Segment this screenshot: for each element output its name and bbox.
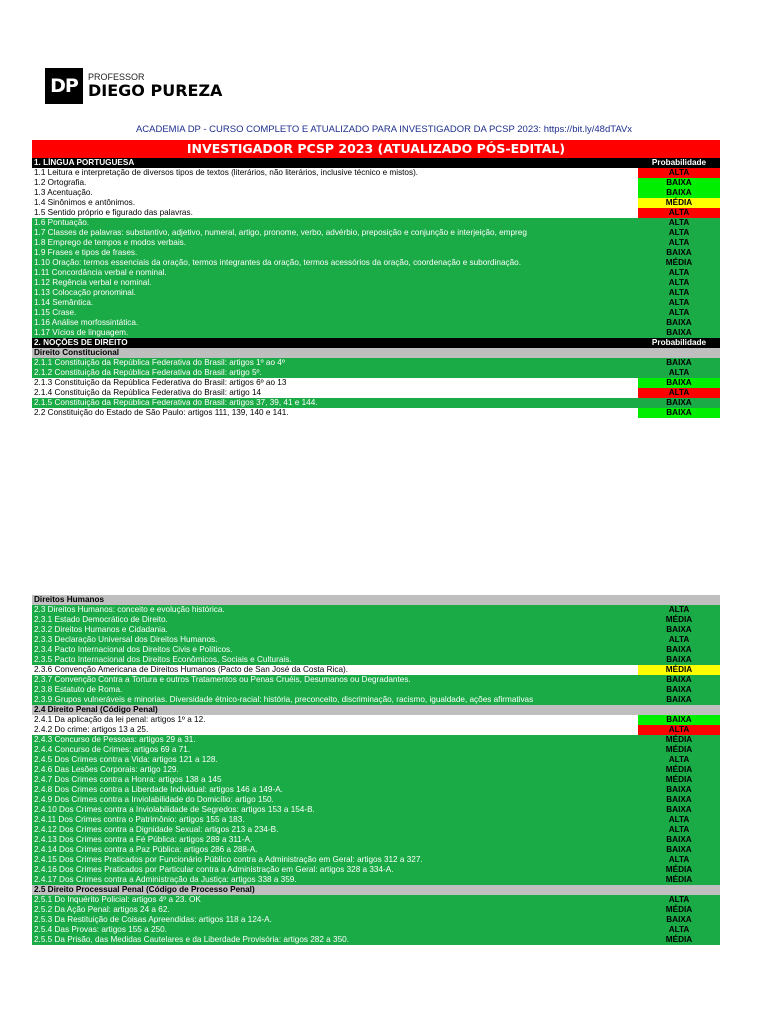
table-row	[32, 785, 720, 795]
table-row	[32, 935, 720, 945]
subsection-row	[32, 595, 720, 605]
table-row	[32, 765, 720, 775]
topic-cell: 2.5.5 Da Prisão, das Medidas Cautelares e da Liberdade Provisória: artigos 282 a 350.	[34, 935, 349, 944]
probability-cell: BAIXA	[666, 785, 692, 794]
topic-cell: 2.5 Direito Processual Penal (Código de Processo Penal)	[34, 885, 255, 894]
topic-cell: 2.4.10 Dos Crimes contra a Inviolabilidade de Segredos: artigos 153 a 154-B.	[34, 805, 315, 814]
topic-cell: 2.4.7 Dos Crimes contra a Honra: artigos 138 a 145	[34, 775, 222, 784]
table-row	[32, 915, 720, 925]
probability-cell: MÉDIA	[665, 765, 693, 774]
topic-cell: 2. NOÇÕES DE DIREITO	[34, 338, 128, 347]
table-row	[32, 645, 720, 655]
probability-cell: BAIXA	[666, 625, 692, 634]
topic-cell: 2.4.16 Dos Crimes Praticados por Particular contra a Administração em Geral: artigos 328 a 334-A.	[34, 865, 394, 874]
topic-cell: 2.4.9 Dos Crimes contra a Inviolabilidade do Domicílio: artigo 150.	[34, 795, 274, 804]
logo-text	[88, 73, 222, 99]
topic-cell: 1.15 Crase.	[34, 308, 77, 317]
probability-cell: BAIXA	[666, 795, 692, 804]
topic-cell: 2.4.3 Concurso de Pessoas: artigos 29 a 31.	[34, 735, 196, 744]
topic-cell: 2.3.5 Pacto Internacional dos Direitos Econômicos, Sociais e Culturais.	[34, 655, 292, 664]
topic-cell: 2.4.12 Dos Crimes contra a Dignidade Sexual: artigos 213 a 234-B.	[34, 825, 279, 834]
table-row	[32, 605, 720, 615]
probability-cell	[638, 595, 720, 605]
section-header-row	[32, 338, 720, 348]
probability-cell: BAIXA	[638, 178, 720, 188]
table-row	[32, 228, 720, 238]
topic-cell: 2.3.4 Pacto Internacional dos Direitos Civis e Políticos.	[34, 645, 233, 654]
table-row	[32, 875, 720, 885]
topic-cell: 1.6 Pontuação.	[34, 218, 90, 227]
probability-cell: BAIXA	[638, 408, 720, 418]
table-row	[32, 198, 720, 208]
table-row	[32, 685, 720, 695]
academy-link-line[interactable]: ACADEMIA DP - CURSO COMPLETO E ATUALIZADO PARA INVESTIGADOR DA PCSP 2023: https://bit.ly/48dTAVx	[135, 124, 633, 135]
table-row	[32, 845, 720, 855]
probability-cell: Probabilidade	[651, 338, 707, 347]
probability-cell: MÉDIA	[638, 198, 720, 208]
probability-cell: BAIXA	[666, 835, 692, 844]
topic-cell: 2.5.1 Do Inquérito Policial: artigos 4º a 23. OK	[34, 895, 201, 904]
probability-cell: BAIXA	[666, 685, 692, 694]
topic-cell: 2.4.2 Do crime: artigos 13 a 25.	[34, 725, 149, 734]
table-row	[32, 745, 720, 755]
probability-cell: BAIXA	[666, 248, 692, 257]
topic-cell: 2.3.8 Estatuto de Roma.	[34, 685, 123, 694]
table-row	[32, 625, 720, 635]
topic-cell: 2.4.8 Dos Crimes contra a Liberdade Individual: artigos 146 a 149-A.	[34, 785, 283, 794]
table-row	[32, 208, 720, 218]
topic-cell: 1. LÍNGUA PORTUGUESA	[34, 158, 135, 167]
table-row	[32, 408, 720, 418]
table-row	[32, 238, 720, 248]
probability-cell: BAIXA	[666, 695, 692, 704]
probability-cell: MÉDIA	[665, 258, 693, 267]
probability-cell: BAIXA	[666, 318, 692, 327]
topic-cell: Direito Constitucional	[34, 348, 120, 357]
topic-cell: 2.4.4 Concurso de Crimes: artigos 69 a 71.	[34, 745, 191, 754]
subsection-row	[32, 348, 720, 358]
topic-cell: 2.1.5 Constituição da República Federativa do Brasil: artigos 37, 39, 41 e 144.	[34, 398, 318, 407]
topic-cell: 2.3 Direitos Humanos: conceito e evolução histórica.	[34, 605, 225, 614]
topic-cell: 1.13 Colocação pronominal.	[34, 288, 136, 297]
topic-cell: Direitos Humanos	[34, 595, 105, 604]
topic-cell: 2.5.4 Das Provas: artigos 155 a 250.	[34, 925, 167, 934]
table-row	[32, 358, 720, 368]
sheet-banner: INVESTIGADOR PCSP 2023 (ATUALIZADO PÓS-EDITAL)	[32, 140, 720, 158]
probability-cell: BAIXA	[666, 655, 692, 664]
table-row	[32, 318, 720, 328]
probability-cell: BAIXA	[666, 845, 692, 854]
probability-cell: MÉDIA	[665, 775, 693, 784]
probability-cell: MÉDIA	[638, 665, 720, 675]
probability-cell: ALTA	[668, 228, 690, 237]
topic-cell: 2.3.2 Direitos Humanos e Cidadania.	[34, 625, 168, 634]
probability-cell: MÉDIA	[665, 615, 693, 624]
probability-cell: BAIXA	[666, 645, 692, 654]
table-row	[32, 278, 720, 288]
subsection-row	[32, 885, 720, 895]
probability-cell: ALTA	[668, 218, 690, 227]
topic-cell: 2.2 Constituição do Estado de São Paulo: artigos 111, 139, 140 e 141.	[34, 408, 289, 417]
probability-cell: ALTA	[668, 605, 690, 614]
topic-cell: 2.4.11 Dos Crimes contra o Patrimônio: artigos 155 a 183.	[34, 815, 245, 824]
probability-cell: BAIXA	[666, 675, 692, 684]
table-row	[32, 308, 720, 318]
topic-cell: 1.4 Sinônimos e antônimos.	[34, 198, 136, 207]
probability-cell: MÉDIA	[665, 875, 693, 884]
topic-cell: 2.1.4 Constituição da República Federativa do Brasil: artigo 14	[34, 388, 262, 397]
probability-cell	[638, 348, 720, 358]
table-row	[32, 675, 720, 685]
probability-cell: BAIXA	[666, 805, 692, 814]
probability-cell: BAIXA	[638, 378, 720, 388]
probability-cell: MÉDIA	[665, 935, 693, 944]
table-row	[32, 665, 720, 675]
table-row	[32, 715, 720, 725]
table-block-2	[32, 595, 720, 945]
topic-cell: 1.10 Oração: termos essenciais da oração, termos integrantes da oração, termos acessórios da oração, coordenação e subordinação.	[34, 258, 521, 267]
table-row	[32, 815, 720, 825]
logo	[45, 68, 222, 104]
topic-cell: 2.3.6 Convenção Americana de Direitos Humanos (Pacto de San José da Costa Rica).	[34, 665, 349, 674]
probability-cell: MÉDIA	[665, 865, 693, 874]
topic-cell: 2.3.9 Grupos vulneráveis e minorias. Diversidade étnico-racial: história, preconceito, discriminação, racismo, igualdade, ações afirmativas	[34, 695, 534, 704]
topic-cell: 2.4.17 Dos Crimes contra a Administração da Justiça: artigos 338 a 359.	[34, 875, 297, 884]
table-row	[32, 805, 720, 815]
table-row	[32, 925, 720, 935]
logo-mark: DP	[45, 68, 83, 104]
sheet-block-1	[32, 140, 720, 418]
table-row	[32, 328, 720, 338]
probability-cell: BAIXA	[638, 715, 720, 725]
table-row	[32, 188, 720, 198]
section-header-row	[32, 158, 720, 168]
table-row	[32, 795, 720, 805]
topic-cell: 1.14 Semântica.	[34, 298, 94, 307]
probability-cell: ALTA	[668, 635, 690, 644]
topic-cell: 2.4.1 Da aplicação da lei penal: artigos 1º a 12.	[34, 715, 206, 724]
probability-cell: ALTA	[668, 268, 690, 277]
probability-cell	[638, 705, 720, 715]
topic-cell: 2.3.3 Declaração Universal dos Direitos Humanos.	[34, 635, 218, 644]
topic-cell: 1.11 Concordância verbal e nominal.	[34, 268, 167, 277]
probability-cell: MÉDIA	[665, 735, 693, 744]
topic-cell: 2.3.1 Estado Democrático de Direito.	[34, 615, 168, 624]
probability-cell: ALTA	[638, 388, 720, 398]
probability-cell: ALTA	[668, 238, 690, 247]
table-row	[32, 178, 720, 188]
table-row	[32, 248, 720, 258]
table-row	[32, 655, 720, 665]
probability-cell: BAIXA	[666, 328, 692, 337]
table-row	[32, 258, 720, 268]
topic-cell: 2.4.14 Dos Crimes contra a Paz Pública: artigos 286 a 288-A.	[34, 845, 258, 854]
probability-cell: ALTA	[668, 278, 690, 287]
sheet-block-2	[32, 595, 720, 945]
table-row	[32, 695, 720, 705]
probability-cell: ALTA	[668, 825, 690, 834]
table-row	[32, 755, 720, 765]
probability-cell: ALTA	[638, 725, 720, 735]
probability-cell: ALTA	[668, 755, 690, 764]
table-row	[32, 298, 720, 308]
table-row	[32, 268, 720, 278]
topic-cell: 2.1.1 Constituição da República Federativa do Brasil: artigos 1º ao 4º	[34, 358, 285, 367]
topic-cell: 2.3.7 Convenção Contra a Tortura e outros Tratamentos ou Penas Cruéis, Desumanos ou Degradantes.	[34, 675, 411, 684]
topic-cell: 1.3 Acentuação.	[34, 188, 93, 197]
topic-cell: 2.4.15 Dos Crimes Praticados por Funcionário Público contra a Administração em Geral: artigos 312 a 327.	[34, 855, 423, 864]
probability-cell: ALTA	[668, 815, 690, 824]
probability-cell: BAIXA	[666, 915, 692, 924]
topic-cell: 2.1.2 Constituição da República Federativa do Brasil: artigo 5º.	[34, 368, 262, 377]
table-row	[32, 895, 720, 905]
probability-cell: ALTA	[638, 208, 720, 218]
probability-cell: ALTA	[668, 298, 690, 307]
probability-cell: BAIXA	[638, 188, 720, 198]
topic-cell: 2.4.6 Das Lesões Corporais: artigo 129.	[34, 765, 179, 774]
topic-cell: 1.8 Emprego de tempos e modos verbais.	[34, 238, 187, 247]
table-row	[32, 288, 720, 298]
probability-cell: MÉDIA	[665, 905, 693, 914]
topic-cell: 1.2 Ortografia.	[34, 178, 87, 187]
table-row	[32, 865, 720, 875]
probability-cell: ALTA	[668, 925, 690, 934]
topic-cell: 1.9 Frases e tipos de frases.	[34, 248, 138, 257]
logo-subtitle: PROFESSOR	[88, 72, 145, 82]
topic-cell: 2.5.3 Da Restituição de Coisas Apreendidas: artigos 118 a 124-A.	[34, 915, 272, 924]
topic-cell: 1.17 Vícios de linguagem.	[34, 328, 129, 337]
table-row	[32, 735, 720, 745]
topic-cell: 1.12 Regência verbal e nominal.	[34, 278, 152, 287]
topic-cell: 2.4.13 Dos Crimes contra a Fé Pública: artigos 289 a 311-A.	[34, 835, 253, 844]
probability-cell: MÉDIA	[665, 745, 693, 754]
probability-cell	[638, 885, 720, 895]
topic-cell: 1.1 Leitura e interpretação de diversos tipos de textos (literários, não literários, inclusive técnico e mistos).	[34, 168, 419, 177]
table-row	[32, 905, 720, 915]
table-block-1	[32, 158, 720, 418]
table-row	[32, 388, 720, 398]
table-row	[32, 775, 720, 785]
topic-cell: 1.16 Análise morfossintática.	[34, 318, 139, 327]
table-row	[32, 725, 720, 735]
probability-cell: ALTA	[668, 308, 690, 317]
probability-cell: ALTA	[668, 368, 690, 377]
topic-cell: 2.5.2 Da Ação Penal: artigos 24 a 62.	[34, 905, 170, 914]
topic-cell: 2.4 Direito Penal (Código Penal)	[34, 705, 158, 714]
table-row	[32, 378, 720, 388]
topic-cell: 2.4.5 Dos Crimes contra a Vida: artigos 121 a 128.	[34, 755, 218, 764]
probability-cell: BAIXA	[666, 398, 692, 407]
logo-name: DIEGO PUREZA	[88, 81, 223, 100]
probability-cell: BAIXA	[666, 358, 692, 367]
probability-cell: ALTA	[668, 855, 690, 864]
table-row	[32, 368, 720, 378]
table-row	[32, 825, 720, 835]
table-row	[32, 398, 720, 408]
table-row	[32, 635, 720, 645]
table-row	[32, 855, 720, 865]
probability-cell: ALTA	[638, 168, 720, 178]
topic-cell: 1.5 Sentido próprio e figurado das palavras.	[34, 208, 193, 217]
table-row	[32, 835, 720, 845]
probability-cell: ALTA	[668, 895, 690, 904]
table-row	[32, 168, 720, 178]
probability-cell: Probabilidade	[651, 158, 707, 167]
table-row	[32, 615, 720, 625]
probability-cell: ALTA	[668, 288, 690, 297]
topic-cell: 1.7 Classes de palavras: substantivo, adjetivo, numeral, artigo, pronome, verbo, advérbio, preposição e conjunção e interjeição, empreg	[34, 228, 527, 237]
subsection-row	[32, 705, 720, 715]
topic-cell: 2.1.3 Constituição da República Federativa do Brasil: artigos 6º ao 13	[34, 378, 287, 387]
table-row	[32, 218, 720, 228]
